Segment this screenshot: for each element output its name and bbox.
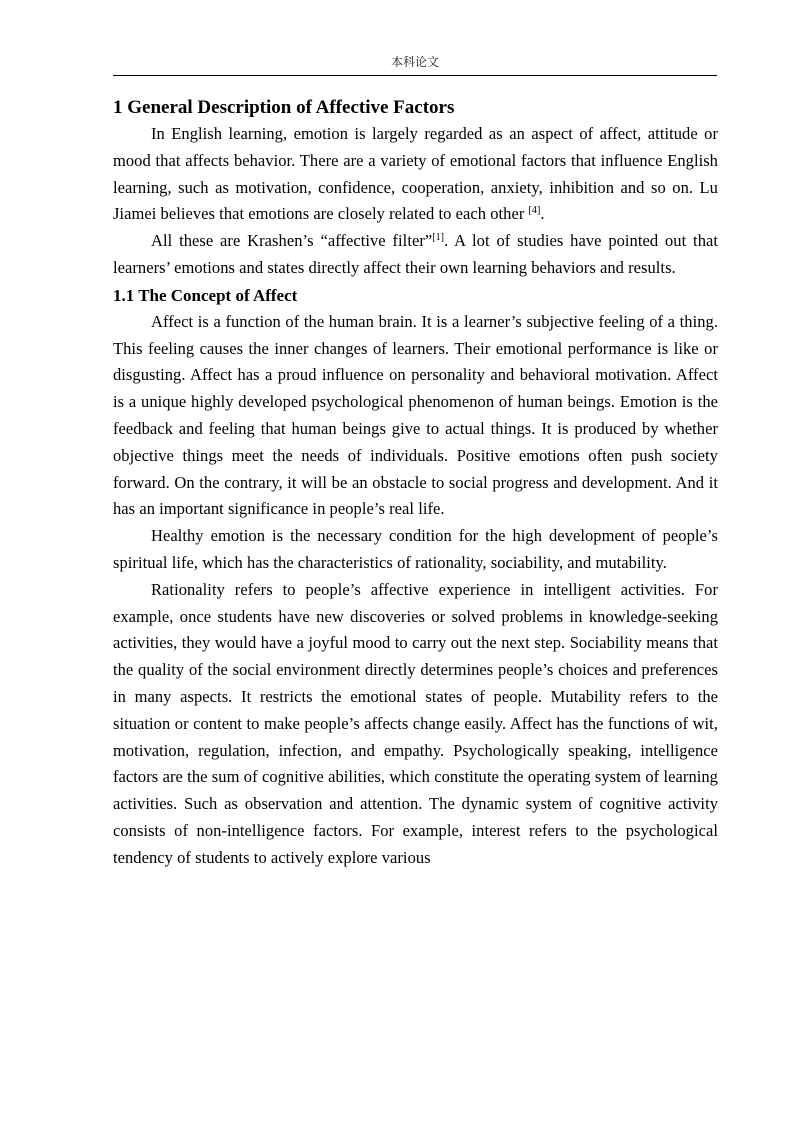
document-body (113, 94, 718, 872)
section-heading-1: 1 General Description of Affective Factors (113, 97, 455, 118)
paragraph-4: Healthy emotion is the necessary condition for the high development of people’s spiritual life, which has the characteristics of rationality, sociability, and mutability. (113, 526, 718, 572)
paragraph-2 (113, 228, 718, 282)
paragraph-2-text: All these are Krashen’s “affective filter” (151, 231, 433, 251)
paragraph-1-end: . (540, 204, 545, 224)
paragraph-1 (113, 121, 718, 228)
header-title: 本科论文 (390, 55, 439, 69)
page-header (113, 55, 717, 76)
citation-ref-4: [4] (528, 205, 541, 217)
paragraph-3: Affect is a function of the human brain. It is a learner’s subjective feeling of a thing. This feeling causes the inner changes of learners. Their emotional performance is like or disgusting. Affect has a proud influence on personality and behavioral motivation. Affect is a unique highly developed psychological phenomenon of human beings. Emotion is the feedback and feeling that human beings give to actual things. It is produced by whether objective things meet the needs of individuals. Positive emotions often push society forward. On the contrary, it will be an obstacle to social progress and development. And it has an important significance in people’s real life. (113, 311, 718, 519)
paragraph-5: Rationality refers to people’s affective experience in intelligent activities. For example, once students have new discoveries or solved problems in knowledge-seeking activities, they would have a joyful mood to carry out the next step. Sociability means that the quality of the social environment directly determines people’s choices and preferences in many aspects. It restricts the emotional states of people. Mutability refers to the situation or content to make people’s affects change easily. Affect has the functions of wit, motivation, regulation, infection, and empathy. Psychologically speaking, intelligence factors are the sum of cognitive abilities, which constitute the operating system of learning activities. Such as observation and attention. The dynamic system of cognitive activity consists of non-intelligence factors. For example, interest refers to the psychological tendency of students to actively explore various (113, 579, 718, 867)
citation-ref-1: [1] (432, 232, 445, 244)
section-heading-1-1: 1.1 The Concept of Affect (113, 285, 298, 305)
paragraph-2-end: . A lot of studies have pointed out that learners’ emotions and states directly affect their own learning behaviors and results. (113, 231, 719, 277)
paragraph-1-text: In English learning, emotion is largely regarded as an aspect of affect, attitude or mood that affects behavior. There are a variety of emotional factors that influence English learning, such as motivation, confidence, cooperation, anxiety, inhibition and so on. Lu Jiamei believes that emotions are closely related to each other (113, 124, 718, 224)
